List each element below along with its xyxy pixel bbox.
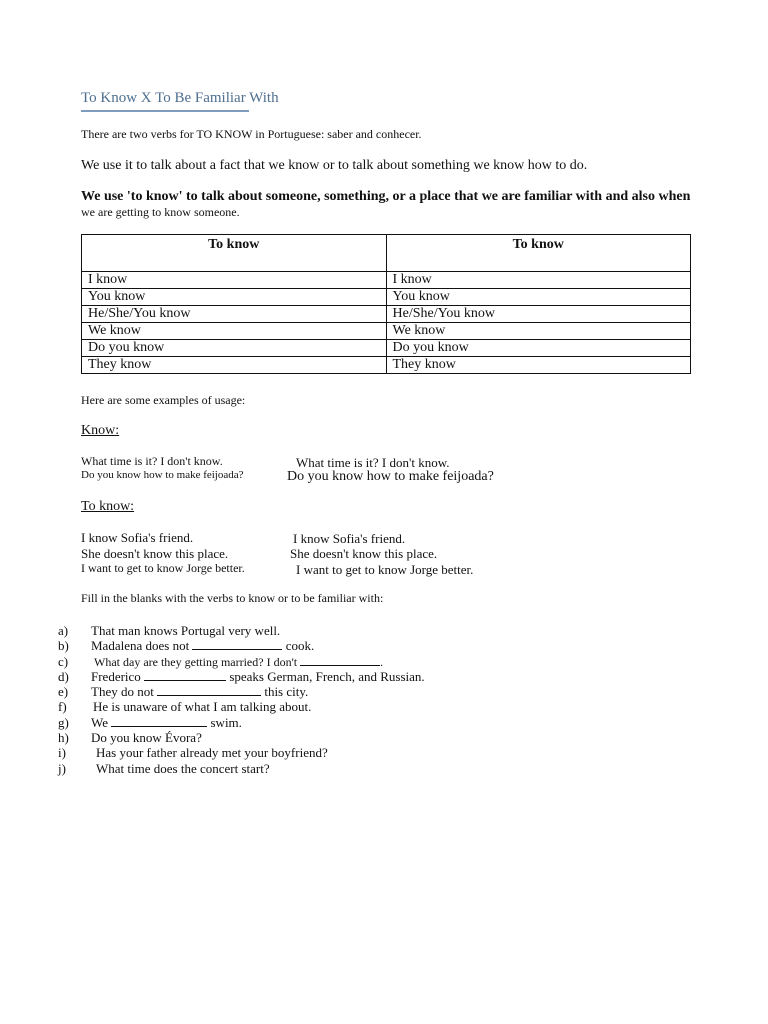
answer-blank[interactable] — [192, 638, 282, 650]
exercise-text: We — [91, 714, 112, 730]
table-header: To know — [386, 235, 691, 272]
exercise-item — [58, 654, 698, 669]
know-usage-text: We use it to talk about a fact that we know or to talk about something we know how to do. — [81, 158, 588, 173]
table-cell: You know — [386, 289, 691, 306]
exercise-text: He is unaware of what I am talking about. — [93, 699, 312, 715]
table-cell: You know — [82, 289, 387, 306]
exercise-marker: a) — [58, 623, 69, 638]
answer-blank[interactable] — [300, 654, 380, 666]
table-cell: They know — [386, 357, 691, 374]
know-heading: Know: — [81, 423, 120, 438]
to-know-example-left: I know Sofia's friend. — [81, 530, 194, 545]
know-example-left: Do you know how to make feijoada? — [81, 469, 244, 481]
table-row — [82, 272, 691, 289]
exercise-item — [58, 761, 698, 776]
table-row — [82, 340, 691, 357]
know-example-right: Do you know how to make feijoada? — [287, 469, 494, 484]
to-know-example-left: She doesn't know this place. — [81, 546, 229, 561]
exercise-text: speaks German, French, and Russian. — [226, 668, 425, 684]
intro-text: There are two verbs for TO KNOW in Portuguese: saber and conhecer. — [81, 127, 422, 141]
to-know-example-right: She doesn't know this place. — [290, 546, 438, 561]
exercise-text: That man knows Portugal very well. — [91, 623, 281, 638]
title-underline — [81, 110, 249, 112]
know-example-left: What time is it? I don't know. — [81, 454, 223, 468]
exercise-list — [58, 623, 698, 776]
exercise-item — [58, 730, 698, 745]
exercise-marker: i) — [58, 745, 66, 761]
familiar-usage-text: We use 'to know' to talk about someone, something, or a place that we are familiar with and also when — [81, 189, 691, 204]
exercise-marker: g) — [58, 714, 69, 730]
know-example-right: What time is it? I don't know. — [296, 455, 450, 470]
familiar-usage-text-continued: we are getting to know someone. — [81, 205, 240, 219]
exercise-item — [58, 623, 698, 638]
to-know-example-right: I want to get to know Jorge better. — [296, 562, 474, 577]
table-row — [82, 357, 691, 374]
table-cell: He/She/You know — [82, 306, 387, 323]
exercise-text: Has your father already met your boyfriend? — [96, 745, 328, 761]
exercise-marker: f) — [58, 699, 67, 715]
exercise-text: Frederico — [91, 668, 145, 684]
to-know-example-left: I want to get to know Jorge better. — [81, 561, 245, 575]
exercise-text: What time does the concert start? — [96, 760, 270, 776]
exercise-item — [58, 684, 698, 699]
to-know-example-right: I know Sofia's friend. — [293, 531, 406, 546]
table-cell: We know — [82, 323, 387, 340]
exercise-text: What day are they getting married? I don't — [94, 654, 301, 669]
table-header: To know — [82, 235, 387, 272]
table-cell: I know — [386, 272, 691, 289]
exercise-marker: j) — [58, 760, 66, 776]
exercise-text: Do you know Évora? — [91, 730, 202, 746]
table-cell: I know — [82, 272, 387, 289]
exercise-marker: d) — [58, 668, 69, 684]
table-row — [82, 289, 691, 306]
answer-blank[interactable] — [144, 669, 226, 681]
conjugation-table — [81, 234, 691, 374]
table-cell: They know — [82, 357, 387, 374]
table-row — [82, 323, 691, 340]
table-header-row — [82, 235, 691, 272]
table-cell: Do you know — [386, 340, 691, 357]
exercise-item — [58, 699, 698, 714]
exercise-item — [58, 638, 698, 653]
answer-blank[interactable] — [111, 715, 207, 727]
exercise-item — [58, 745, 698, 760]
exercise-marker: c) — [58, 653, 69, 669]
exercise-text: cook. — [282, 638, 315, 654]
exercise-text: swim. — [207, 714, 242, 730]
examples-intro: Here are some examples of usage: — [81, 393, 246, 407]
to-know-heading: To know: — [81, 499, 135, 514]
exercise-text: this city. — [261, 684, 309, 700]
page-title: To Know X To Be Familiar With — [81, 90, 279, 106]
exercise-item — [58, 715, 698, 730]
exercise-text: They do not — [91, 684, 158, 700]
table-cell: Do you know — [82, 340, 387, 357]
table-cell: We know — [386, 323, 691, 340]
exercise-marker: b) — [58, 638, 69, 654]
table-row — [82, 306, 691, 323]
exercise-marker: e) — [58, 684, 69, 700]
table-cell: He/She/You know — [386, 306, 691, 323]
exercise-marker: h) — [58, 730, 69, 746]
fill-instruction: Fill in the blanks with the verbs to know or to be familiar with: — [81, 591, 384, 605]
exercise-text: . — [380, 654, 384, 669]
answer-blank[interactable] — [157, 684, 261, 696]
exercise-item — [58, 669, 698, 684]
exercise-text: Madalena does not — [91, 638, 193, 654]
